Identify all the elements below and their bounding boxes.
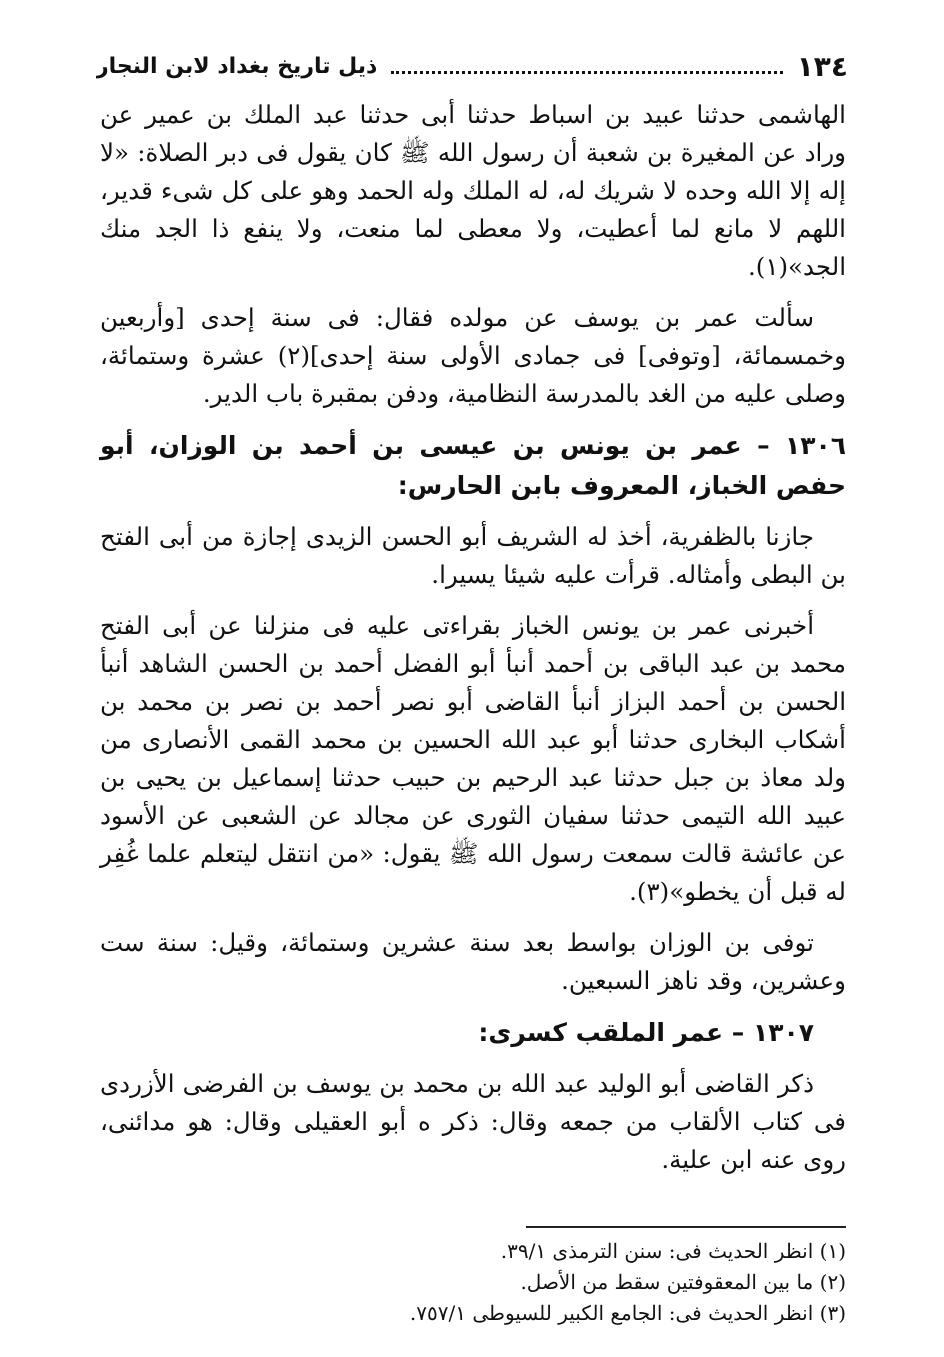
paragraph-ijaza: جازنا بالظفرية، أخذ له الشريف أبو الحسن الزيدى إجازة من أبى الفتح بن البطى وأمثاله. قرأت عليه شيئا يسيرا. [100,522,846,589]
footnote-3: (٣) انظر الحديث فى: الجامع الكبير للسيوطى ٧٥٧/١. [409,1301,846,1325]
page-body [100,96,846,1192]
footnote-1: (١) انظر الحديث فى: سنن الترمذى ٣٩/١. [500,1239,846,1263]
book-title: ذيل تاريخ بغداد لابن النجار [96,53,378,79]
paragraph-isnad: أخبرنى عمر بن يونس الخباز بقراءتى عليه فى منزلنا عن أبى الفتح محمد بن عبد الباقى بن أحمد أنبأ أبو الفضل أحمد بن الحسن الشاهد أنبأ الحسن بن أحمد البزاز أنبأ القاضى أبو نصر أحمد بن نصر بن محمد بن أشكاب البخارى حدثنا أبو عبد الله الحسين بن محمد القمى الأنصارى من ولد معاذ بن جبل حدثنا عبد الرحيم بن حبيب حدثنا إسماعيل بن يحيى بن عبيد الله التيمى حدثنا سفيان الثورى عن مجالد عن الشعبى عن الأسود عن عائشة قالت سمعت رسول الله ﷺ يقول: «من انتقل ليتعلم علما غُفِر له قبل أن يخطو»(٣). [100,611,846,906]
footnotes [96,1226,846,1329]
paragraph-hadith-continued: الهاشمى حدثنا عبيد بن اسباط حدثنا أبى حدثنا عبد الملك بن عمير عن وراد عن المغيرة بن شعبة أن رسول الله ﷺ كان يقول فى دبر الصلاة: «لا إله إلا الله وحده لا شريك له، له الملك وله الحمد وهو على كل شىء قدير، اللهم لا مانع لما أعطيت، ولا معطى لما منعت، ولا ينفع ذا الجد منك الجد»(١). [100,100,846,281]
running-head [96,44,848,88]
entry-heading-1306: ١٣٠٦ – عمر بن يونس بن عيسى بن أحمد بن الوزان، أبو حفص الخباز، المعروف بابن الحارس: [100,431,846,500]
footnote-separator [526,1226,846,1228]
paragraph-birth-death: سألت عمر بن يوسف عن مولده فقال: فى سنة إحدى [وأربعين وخمسمائة، [وتوفى] فى جمادى الأولى سنة إحدى](٢) عشرة وستمائة، وصلى عليه من الغد بالمدرسة النظامية، ودفن بمقبرة باب الدير. [100,303,846,408]
entry-heading-1307: ١٣٠٧ – عمر الملقب كسرى: [478,1018,814,1047]
page-number: ١٣٤ [796,49,848,83]
paragraph-alqab: ذكر القاضى أبو الوليد عبد الله بن محمد بن يوسف بن الفرضى الأزردى فى كتاب الألقاب من جمعه وقال: ذكر ه أبو العقيلى وقال: هو مدائنى، روى عنه ابن علية. [100,1069,846,1174]
leader-dots [391,71,782,74]
footnote-2: (٢) ما بين المعقوفتين سقط من الأصل. [520,1270,846,1294]
paragraph-death-wasit: توفى بن الوزان بواسط بعد سنة عشرين وستمائة، وقيل: سنة ست وعشرين، وقد ناهز السبعين. [100,928,846,995]
